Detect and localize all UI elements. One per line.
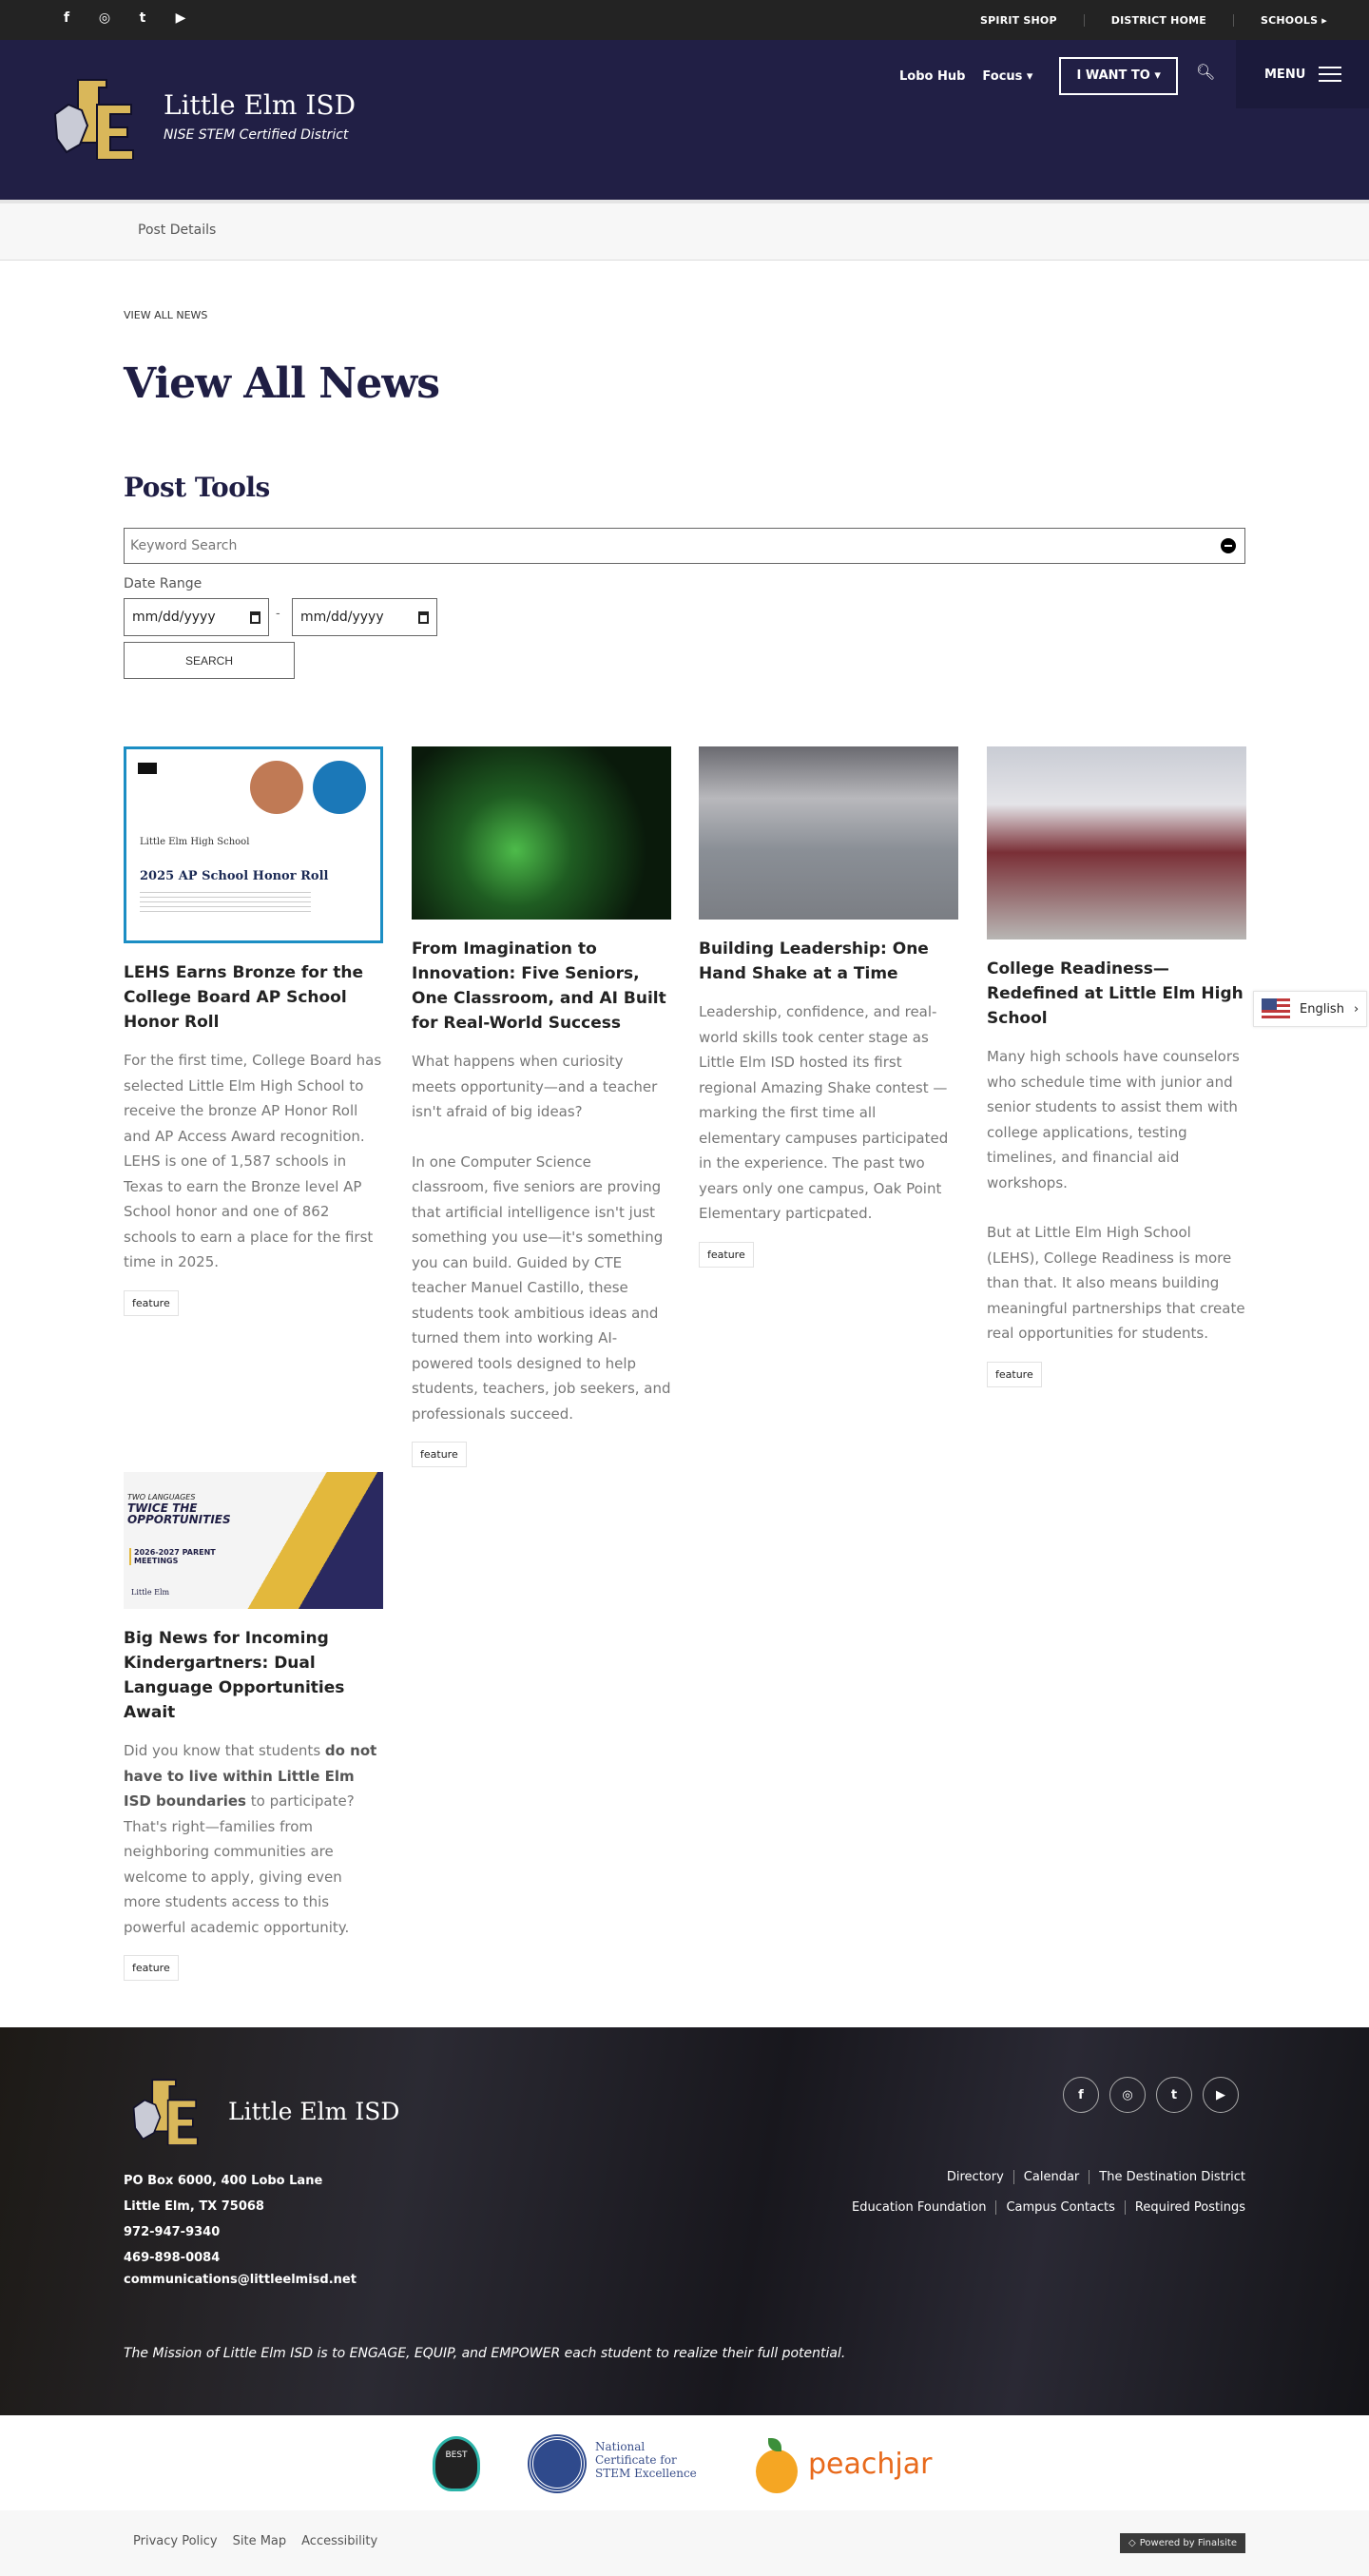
start-date-placeholder: mm/dd/yyyy bbox=[132, 610, 216, 625]
youtube-icon[interactable]: ▶ bbox=[175, 10, 186, 26]
breadcrumb-current: Post Details bbox=[138, 223, 217, 238]
phone-link[interactable]: 972-947-9340 bbox=[124, 2225, 221, 2239]
breadcrumb[interactable]: VIEW ALL NEWS bbox=[124, 309, 208, 321]
post-tag[interactable]: feature bbox=[124, 1955, 179, 1981]
stem-seal[interactable] bbox=[530, 2436, 585, 2491]
youtube-icon[interactable]: ▶ bbox=[1203, 2077, 1239, 2113]
post-summary bbox=[124, 1738, 383, 1940]
calendar-link[interactable]: Calendar bbox=[1013, 2170, 1089, 2184]
peachjar-logo[interactable]: peachjar bbox=[808, 2448, 933, 2481]
spirit-shop-link[interactable]: SPIRIT SHOP bbox=[954, 14, 1085, 27]
post-paragraph: For the first time, College Board has selected Little Elm High School to receive the bronze AP Honor Roll and AP Access Award recognition. LEHS is one of 1,587 schools in Texas to earn the Bronze level AP School honor and one of 862 schools to earn a place for the first time in 2025. bbox=[124, 1052, 382, 1270]
post-paragraph: What happens when curiosity meets opportunity—and a teacher isn't afraid of big ideas? bbox=[412, 1053, 658, 1120]
calendar-icon[interactable] bbox=[250, 611, 260, 624]
post-tag[interactable]: feature bbox=[412, 1442, 467, 1467]
post-summary bbox=[412, 1049, 671, 1426]
ap-logo bbox=[138, 763, 157, 774]
twitter-icon[interactable]: t bbox=[139, 10, 146, 26]
post-title[interactable]: LEHS Earns Bronze for the College Board AP School Honor Roll bbox=[124, 963, 364, 1032]
image-line: TWO LANGUAGES bbox=[127, 1493, 196, 1501]
news-card bbox=[699, 746, 958, 1268]
bottom-bar bbox=[0, 2510, 1369, 2576]
search-icon[interactable]: 🔍︎ bbox=[1196, 63, 1216, 81]
footer-social bbox=[1063, 2077, 1239, 2113]
post-title[interactable]: College Readiness—Redefined at Little Elm High School bbox=[987, 959, 1244, 1028]
menu-button[interactable] bbox=[1236, 40, 1369, 108]
directory-link[interactable]: Directory bbox=[946, 2170, 1004, 2184]
post-image[interactable] bbox=[987, 746, 1246, 939]
post-tools-title: Post Tools bbox=[124, 472, 270, 503]
news-card bbox=[412, 746, 671, 1467]
chevron-right-icon: › bbox=[1353, 1001, 1359, 1017]
i-want-to-dropdown[interactable]: I WANT TO ▾ bbox=[1059, 57, 1177, 95]
summary-bold: do not have to live within Little Elm ISD boundaries bbox=[124, 1742, 377, 1810]
facebook-icon[interactable]: f bbox=[63, 10, 70, 26]
summary-text: to participate? That's right—families from neighboring communities are welcome to apply, giving even more students access to this powerful academic opportunity. bbox=[124, 1792, 355, 1936]
post-summary bbox=[124, 1048, 383, 1275]
post-paragraph: But at Little Elm High School (LEHS), College Readiness is more than that. It also means building meaningful partnerships that create real opportunities for students. bbox=[987, 1224, 1245, 1342]
language-selector[interactable] bbox=[1253, 991, 1367, 1027]
instagram-icon[interactable]: ◎ bbox=[1109, 2077, 1146, 2113]
post-image[interactable] bbox=[124, 746, 383, 943]
clear-search-icon[interactable] bbox=[1221, 538, 1236, 553]
partner-logos bbox=[0, 2415, 1369, 2510]
page-title: View All News bbox=[124, 359, 440, 408]
post-title[interactable]: From Imagination to Innovation: Five Seniors, One Classroom, and AI Built for Real-World Success bbox=[412, 939, 666, 1033]
instagram-icon[interactable]: ◎ bbox=[98, 10, 111, 26]
calendar-icon[interactable] bbox=[418, 611, 429, 624]
post-title[interactable]: Big News for Incoming Kindergartners: Dual Language Opportunities Await bbox=[124, 1629, 345, 1722]
image-fine-print bbox=[140, 892, 311, 915]
image-school: Little Elm High School bbox=[140, 837, 250, 847]
powered-label: Powered by Finalsite bbox=[1139, 2538, 1237, 2548]
fax-number: 469-898-0084 bbox=[124, 2251, 221, 2265]
image-honor: 2025 AP School Honor Roll bbox=[140, 869, 329, 883]
post-image[interactable] bbox=[124, 1472, 383, 1609]
facebook-icon[interactable]: f bbox=[1063, 2077, 1099, 2113]
bronze-badge bbox=[250, 761, 303, 814]
utility-links bbox=[954, 0, 1327, 40]
destination-district-link[interactable]: The Destination District bbox=[1089, 2170, 1245, 2184]
post-tag[interactable]: feature bbox=[699, 1242, 754, 1268]
site-tagline: NISE STEM Certified District bbox=[164, 127, 349, 143]
social-links bbox=[59, 10, 188, 26]
news-card bbox=[987, 746, 1246, 1387]
keyword-search-input[interactable] bbox=[124, 528, 1245, 564]
hamburger-icon bbox=[1319, 67, 1341, 82]
post-paragraph: Many high schools have counselors who schedule time with junior and senior students to assist them with college applications, testing timelines, and financial aid workshops. bbox=[987, 1048, 1240, 1191]
image-line: TWICE THE OPPORTUNITIES bbox=[127, 1501, 231, 1526]
address-line: Little Elm, TX 75068 bbox=[124, 2199, 264, 2214]
contact-info bbox=[124, 2168, 357, 2290]
header-nav bbox=[899, 57, 1178, 95]
post-summary bbox=[987, 1044, 1246, 1346]
lobo-hub-link[interactable]: Lobo Hub bbox=[899, 68, 966, 84]
stem-certificate-text: National Certificate for STEM Excellence bbox=[595, 2440, 697, 2480]
privacy-policy-link[interactable]: Privacy Policy bbox=[133, 2534, 218, 2548]
language-label: English bbox=[1300, 1001, 1344, 1017]
news-card bbox=[124, 746, 383, 1316]
schools-dropdown[interactable]: SCHOOLS ▸ bbox=[1261, 13, 1327, 27]
footer-title: Little Elm ISD bbox=[228, 2098, 400, 2125]
date-separator: - bbox=[276, 607, 280, 621]
post-tag[interactable]: feature bbox=[987, 1362, 1042, 1387]
mission-statement: The Mission of Little Elm ISD is to ENGAGE, EQUIP, and EMPOWER each student to realize their full potential. bbox=[124, 2346, 846, 2361]
district-logo[interactable] bbox=[49, 76, 141, 160]
post-title[interactable]: Building Leadership: One Hand Shake at a Time bbox=[699, 939, 929, 983]
utility-bar bbox=[0, 0, 1369, 40]
footer-logo[interactable] bbox=[128, 2077, 204, 2145]
district-home-link[interactable]: DISTRICT HOME bbox=[1085, 14, 1234, 27]
address-line: PO Box 6000, 400 Lobo Lane bbox=[124, 2174, 323, 2188]
site-title[interactable]: Little Elm ISD bbox=[164, 89, 357, 121]
focus-dropdown[interactable]: Focus ▾ bbox=[982, 68, 1033, 84]
end-date-input[interactable] bbox=[292, 598, 437, 636]
image-line: 2026-2027 PARENT MEETINGS bbox=[129, 1548, 224, 1565]
post-tag[interactable]: feature bbox=[124, 1290, 179, 1316]
end-date-placeholder: mm/dd/yyyy bbox=[300, 610, 384, 625]
footer-links-row bbox=[937, 2170, 1245, 2184]
peach-icon bbox=[756, 2450, 798, 2493]
email-link[interactable]: communications@littleelmisd.net bbox=[124, 2273, 357, 2287]
post-paragraph: In one Computer Science classroom, five seniors are proving that artificial intelligence isn't just something you use—it's something you can build. Guided by CTE teacher Manuel Castillo, these students took ambitious ideas and turned them into working AI-powered tools designed to help students, teachers, job seekers, and professionals succeed. bbox=[412, 1152, 671, 1423]
post-paragraph: Leadership, confidence, and real-world skills took center stage as Little Elm ISD hosted its first regional Amazing Shake contest — marking the first time all elementary campuses participated in the experience. The past two years only one campus, Oak Point Elementary particpated. bbox=[699, 1003, 949, 1222]
image-line: Little Elm bbox=[131, 1588, 170, 1597]
powered-by-finalsite[interactable] bbox=[1120, 2533, 1245, 2553]
post-image[interactable] bbox=[699, 746, 958, 920]
search-button[interactable]: SEARCH bbox=[124, 642, 295, 679]
site-footer bbox=[0, 2027, 1369, 2415]
education-foundation-link[interactable]: Education Foundation bbox=[852, 2200, 987, 2215]
best-communities-badge[interactable] bbox=[433, 2436, 480, 2491]
access-badge bbox=[313, 761, 366, 814]
menu-label: MENU bbox=[1264, 67, 1306, 82]
summary-text: Did you know that students bbox=[124, 1742, 325, 1759]
accessibility-link[interactable]: Accessibility bbox=[301, 2534, 378, 2548]
post-summary bbox=[699, 999, 958, 1227]
news-card bbox=[124, 1472, 383, 1981]
best-badge-text: BEST bbox=[445, 2450, 468, 2460]
required-postings-link[interactable]: Required Postings bbox=[1125, 2200, 1245, 2215]
twitter-icon[interactable]: t bbox=[1156, 2077, 1192, 2113]
finalsite-icon: ◇ bbox=[1128, 2538, 1136, 2548]
site-map-link[interactable]: Site Map bbox=[232, 2534, 287, 2548]
breadcrumb-band bbox=[0, 200, 1369, 261]
footer-links-row bbox=[842, 2200, 1245, 2215]
legal-links bbox=[133, 2534, 377, 2548]
date-range-label: Date Range bbox=[124, 576, 202, 591]
site-header bbox=[0, 40, 1369, 200]
start-date-input[interactable] bbox=[124, 598, 269, 636]
post-image[interactable] bbox=[412, 746, 671, 920]
campus-contacts-link[interactable]: Campus Contacts bbox=[995, 2200, 1124, 2215]
us-flag-icon bbox=[1262, 998, 1290, 1019]
